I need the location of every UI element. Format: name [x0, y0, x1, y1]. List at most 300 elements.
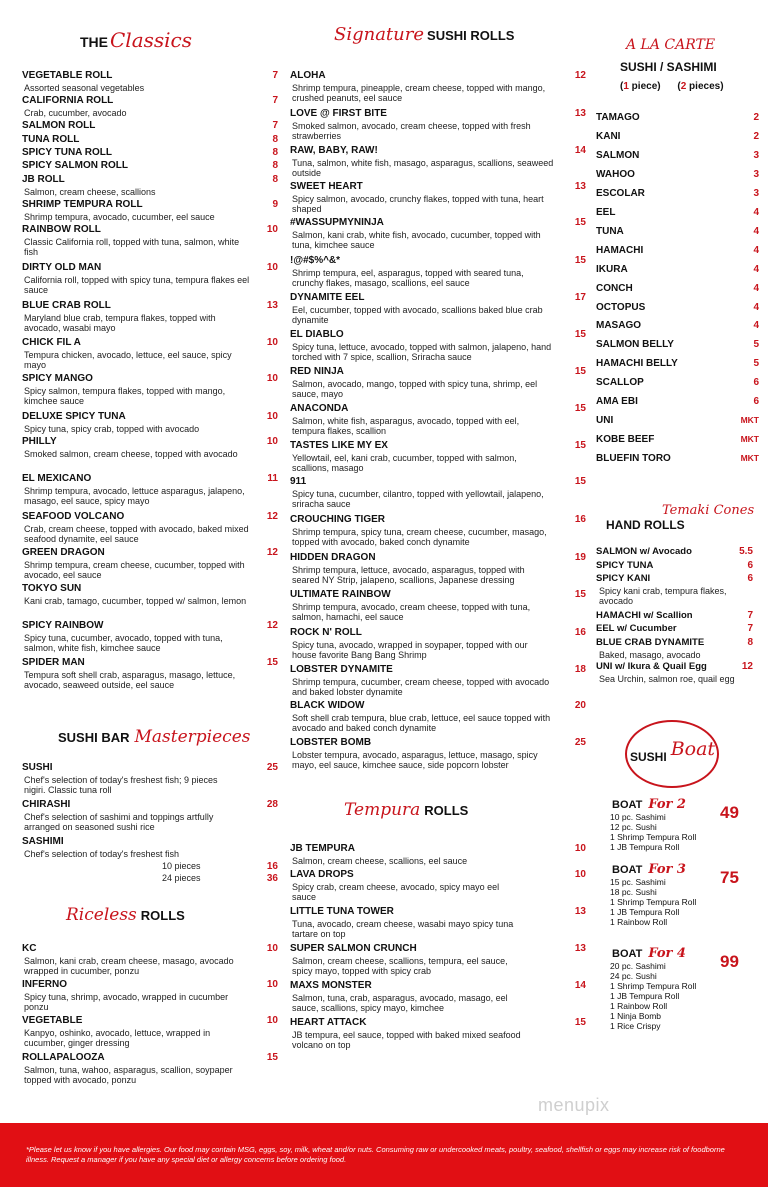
menu-item-description: Salmon, tuna, wahoo, asparagus, scallion, soypaper topped with avocado, ponzu [24, 1064, 233, 1085]
handroll-item-description: Sea Urchin, salmon roe, quail egg [599, 673, 735, 684]
alacarte-item-price: 3 [753, 168, 759, 180]
alacarte-item-price: MKT [740, 434, 759, 445]
alacarte-item-price: MKT [740, 415, 759, 426]
menu-item [290, 1017, 586, 1051]
alacarte-item-name: CONCH [596, 282, 633, 294]
menu-item [22, 337, 280, 371]
menu-item [290, 627, 586, 661]
menu-item [290, 514, 586, 548]
alacarte-item-name: HAMACHI [596, 244, 644, 256]
menu-item-description: Assorted seasonal vegetables [24, 82, 145, 93]
menu-item-name: CALIFORNIA ROLL [22, 95, 114, 106]
menu-item [290, 366, 586, 400]
menu-item-price: 10 [266, 979, 278, 990]
menu-item [290, 292, 586, 326]
alacarte-item-price: 3 [753, 187, 759, 199]
menu-item-name: CHIRASHI [22, 799, 71, 810]
alacarte-item [596, 245, 759, 256]
handroll-item-name: HAMACHI w/ Scallion [596, 610, 693, 621]
menu-item-price: 15 [574, 440, 586, 451]
menu-item [22, 1052, 280, 1086]
menu-item-description: Salmon, tuna, crab, asparagus, avocado, masago, eel sauce, scallions, spicy mayo, kimchee [292, 992, 508, 1013]
sashimi-option-24 [22, 873, 280, 884]
menu-item-price: 14 [574, 980, 586, 991]
boat-content-line: 1 JB Tempura Roll [610, 907, 680, 917]
menu-item-description: Chef's selection of today's freshest fish; 9 pieces nigiri. Classic tuna roll [24, 774, 218, 795]
classics-header-bold: THE [80, 34, 108, 50]
boat-content-line: 1 Shrimp Tempura Roll [610, 897, 697, 907]
tempura-header-script: Tempura [344, 800, 421, 820]
menu-item-price: 15 [574, 217, 586, 228]
menu-item [22, 620, 280, 654]
menu-item-description: Shrimp tempura, avocado, cream cheese, topped with tuna, salmon, hamachi, eel sauce [292, 601, 531, 622]
tempura-header [344, 800, 468, 820]
menu-item-price: 17 [574, 292, 586, 303]
handroll-item [596, 560, 753, 573]
menu-item [22, 547, 280, 581]
menu-item [290, 476, 586, 510]
menu-item [290, 664, 586, 698]
menu-item [290, 255, 586, 289]
menu-item-price: 8 [272, 134, 278, 145]
handroll-item-price: 8 [747, 637, 753, 648]
menu-item-name: #WASSUPMYNINJA [290, 217, 384, 228]
alacarte-item-name: KOBE BEEF [596, 434, 655, 446]
alacarte-item [596, 112, 759, 123]
handroll-item [596, 546, 753, 559]
menu-item [22, 836, 280, 859]
menu-item [290, 217, 586, 251]
menu-item-name: HIDDEN DRAGON [290, 552, 376, 563]
menu-item-price: 10 [266, 436, 278, 447]
signature-header [334, 24, 514, 45]
menu-item [290, 70, 586, 104]
boat-content-line: 1 Rice Crispy [610, 1021, 661, 1031]
menu-item-price: 8 [272, 147, 278, 158]
boat-price: 75 [720, 868, 739, 887]
watermark: menupix [538, 1095, 610, 1115]
alacarte-item [596, 434, 759, 445]
menu-item-name: RED NINJA [290, 366, 344, 377]
boat-oval-decoration [625, 720, 719, 788]
classics-header [80, 28, 192, 52]
sashimi-option-label: 10 pieces [162, 861, 201, 871]
allergy-footer [0, 1123, 768, 1187]
alacarte-item [596, 188, 759, 199]
menu-item-price: 10 [266, 1015, 278, 1026]
menu-item-name: LOVE @ FIRST BITE [290, 108, 387, 119]
menu-item [290, 403, 586, 437]
signature-header-script: Signature [334, 24, 425, 45]
handroll-item-name: EEL w/ Cucumber [596, 623, 677, 634]
alacarte-item [596, 169, 759, 180]
alacarte-header-script [626, 36, 715, 54]
menu-item-name: SWEET HEART [290, 181, 363, 192]
menu-item-description: Salmon, kani crab, white fish, avocado, cucumber, topped with tuna, kimchee sauce [292, 229, 541, 250]
menu-item-price: 15 [574, 329, 586, 340]
menu-item-name: LOBSTER BOMB [290, 737, 372, 748]
menu-item [22, 70, 280, 93]
boat-contents [610, 961, 762, 1031]
menu-item [22, 262, 280, 296]
menu-item [290, 980, 586, 1014]
menu-item-price: 16 [574, 514, 586, 525]
menu-item-description: Spicy tuna, spicy crab, topped with avocado [24, 423, 200, 434]
menu-item-name: TOKYO SUN [22, 583, 82, 594]
alacarte-item-name: SCALLOP [596, 377, 644, 389]
menu-item-name: CROUCHING TIGER [290, 514, 385, 525]
menu-item-price: 10 [266, 943, 278, 954]
menu-item-description: Salmon, cream cheese, scallions, eel sauce [292, 855, 468, 866]
menu-item [22, 147, 280, 160]
alacarte-item-name: WAHOO [596, 168, 635, 180]
menu-item-name: VEGETABLE ROLL [22, 70, 113, 81]
alacarte-item-name: AMA EBI [596, 396, 638, 408]
menu-item-name: EL MEXICANO [22, 473, 92, 484]
menu-item-price: 10 [266, 337, 278, 348]
handroll-item [596, 637, 753, 660]
menu-item-name: SPICY SALMON ROLL [22, 160, 128, 171]
menu-item-name: SPICY TUNA ROLL [22, 147, 113, 158]
menu-item-name: SPIDER MAN [22, 657, 85, 668]
menu-item-price: 28 [266, 799, 278, 810]
menu-item-name: PHILLY [22, 436, 57, 447]
alacarte-item [596, 264, 759, 275]
boat-content-line: 1 JB Tempura Roll [610, 991, 680, 1001]
menu-item [22, 134, 280, 147]
menu-item-name: VEGETABLE [22, 1015, 83, 1026]
menu-item-price: 15 [574, 366, 586, 377]
menu-item [22, 373, 280, 407]
classics-header-script: Classics [110, 28, 193, 52]
boat-item [612, 797, 762, 852]
menu-item-price: 15 [574, 1017, 586, 1028]
boat-content-line: 1 JB Tempura Roll [610, 842, 680, 852]
handroll-item-price: 7 [747, 623, 753, 634]
alacarte-item [596, 320, 759, 331]
menu-item-name: ROLLAPALOOZA [22, 1052, 105, 1063]
piece-one-label: (1 piece) [620, 81, 661, 92]
menu-item-name: DIRTY OLD MAN [22, 262, 102, 273]
menu-item-price: 9 [272, 199, 278, 210]
menu-item-description: Spicy tuna, cucumber, avocado, topped with tuna, salmon, white fish, kimchee sauce [24, 632, 223, 653]
menu-item-name: DYNAMITE EEL [290, 292, 365, 303]
menu-item-price: 15 [266, 1052, 278, 1063]
alacarte-item-price: 4 [753, 301, 759, 313]
menu-item-name: SUSHI [22, 762, 53, 773]
alacarte-item-name: TUNA [596, 225, 624, 237]
boat-content-line: 20 pc. Sashimi [610, 961, 666, 971]
alacarte-item-name: OCTOPUS [596, 301, 646, 313]
alacarte-item-price: 5 [753, 358, 759, 370]
boat-title-label: BOAT [612, 948, 643, 960]
handroll-item-price: 6 [747, 573, 753, 584]
alacarte-item-price: 5 [753, 339, 759, 351]
alacarte-item-name: BLUEFIN TORO [596, 453, 671, 465]
menu-item-price: 11 [267, 473, 278, 484]
alacarte-item [596, 150, 759, 161]
menu-item-price: 15 [266, 657, 278, 668]
menu-item-name: BLUE CRAB ROLL [22, 300, 111, 311]
menu-item-description: Tempura chicken, avocado, lettuce, eel sauce, spicy mayo [24, 349, 232, 370]
boat-for-label: For 4 [648, 946, 686, 961]
handrolls-header-bold [606, 516, 685, 534]
menu-item-price: 25 [266, 762, 278, 773]
menu-item-description: Spicy tuna, avocado, wrapped in soypaper, topped with our house favorite Bang Bang Shrimp [292, 639, 528, 660]
alacarte-item-price: 4 [753, 282, 759, 294]
menu-item [290, 552, 586, 586]
menu-item-description: Shrimp tempura, cucumber, cream cheese, topped with avocado and baked lobster dynamite [292, 676, 550, 697]
alacarte-item [596, 339, 759, 350]
handroll-item-price: 6 [747, 560, 753, 571]
menu-item [22, 300, 280, 334]
alacarte-item-name: ESCOLAR [596, 187, 645, 199]
menu-item-description: Salmon, cream cheese, scallions, tempura, eel sauce, spicy mayo, topped with spicy crab [292, 955, 508, 976]
alacarte-item-name: KANI [596, 130, 621, 142]
menu-item-name: BLACK WIDOW [290, 700, 365, 711]
masterpieces-header-bold: SUSHI BAR [58, 730, 130, 745]
alacarte-item-price: 6 [753, 396, 759, 408]
menu-item-name: SHRIMP TEMPURA ROLL [22, 199, 143, 210]
alacarte-item-price: MKT [740, 453, 759, 464]
signature-header-bold: SUSHI ROLLS [427, 28, 515, 43]
menu-item-description: Salmon, kani crab, cream cheese, masago, avocado wrapped in cucumber, ponzu [24, 955, 234, 976]
boat-contents [610, 812, 762, 852]
boat-content-line: 1 Shrimp Tempura Roll [610, 832, 697, 842]
menu-item [22, 160, 280, 173]
boat-title-label: BOAT [612, 799, 643, 811]
menu-item-description: Shrimp tempura, cream cheese, cucumber, topped with avocado, eel sauce [24, 559, 245, 580]
menu-item-price: 10 [266, 262, 278, 273]
menu-item-description: Spicy tuna, lettuce, avocado, topped with salmon, jalapeno, hand torched with 7 spice, scallion, Sriracha sauce [292, 341, 552, 362]
alacarte-item-name: UNI [596, 415, 614, 427]
menu-item [290, 943, 586, 977]
riceless-header-script: Riceless [66, 905, 137, 925]
boat-content-line: 10 pc. Sashimi [610, 812, 666, 822]
handroll-item-name: UNI w/ Ikura & Quail Egg [596, 661, 707, 672]
menu-item-description: Salmon, avocado, mango, topped with spicy tuna, shrimp, eel sauce, mayo [292, 378, 538, 399]
menu-item-description: Smoked salmon, cream cheese, topped with avocado [24, 448, 238, 459]
handroll-item-name: SALMON w/ Avocado [596, 546, 692, 557]
menu-item-name: SALMON ROLL [22, 120, 96, 131]
menu-item-name: JB ROLL [22, 174, 65, 185]
menu-item [22, 411, 280, 434]
menu-item-description: Crab, cream cheese, topped with avocado, baked mixed seafood dynamite, eel sauce [24, 523, 249, 544]
boat-price: 49 [720, 803, 739, 822]
menu-item [290, 737, 586, 771]
alacarte-item [596, 377, 759, 388]
menu-item [22, 174, 280, 197]
sashimi-option-price: 16 [266, 861, 278, 872]
menu-item-name: INFERNO [22, 979, 67, 990]
menu-item-description: Yellowtail, eel, kani crab, cucumber, topped with salmon, scallions, masago [292, 452, 517, 473]
alacarte-script: A LA CARTE [626, 37, 716, 53]
menu-item [22, 943, 280, 977]
piece-two-label: (2 pieces) [677, 81, 724, 92]
menu-item [290, 700, 586, 734]
alacarte-item [596, 283, 759, 294]
sashimi-option-10 [22, 861, 280, 872]
menu-item-price: 8 [272, 174, 278, 185]
handroll-item-price: 7 [747, 610, 753, 621]
menu-item-name: LOBSTER DYNAMITE [290, 664, 393, 675]
menu-item-price: 19 [574, 552, 586, 563]
handroll-item [596, 573, 753, 607]
menu-item-description: Spicy salmon, tempura flakes, topped with mango, kimchee sauce [24, 385, 226, 406]
alacarte-item-price: 4 [753, 320, 759, 332]
handroll-item [596, 623, 753, 636]
menu-item-name: 911 [290, 476, 307, 487]
alacarte-item [596, 226, 759, 237]
boat-title-label: BOAT [612, 864, 643, 876]
boat-header-script: Boat [670, 738, 716, 760]
alacarte-item-name: MASAGO [596, 320, 641, 332]
menu-item-name: LITTLE TUNA TOWER [290, 906, 394, 917]
menu-item-description: Shrimp tempura, avocado, lettuce asparagus, jalapeno, masago, eel sauce, spicy mayo [24, 485, 245, 506]
menu-item-description: Tuna, avocado, cream cheese, wasabi mayo spicy tuna tartare on top [292, 918, 514, 939]
boat-content-line: 12 pc. Sushi [610, 822, 657, 832]
menu-item-price: 15 [574, 589, 586, 600]
alacarte-bold: SUSHI / SASHIMI [620, 60, 717, 74]
menu-item [290, 145, 586, 179]
menu-item-description: Salmon, white fish, asparagus, avocado, topped with eel, tempura flakes, scallion [292, 415, 520, 436]
menu-item-price: 16 [574, 627, 586, 638]
boat-content-line: 18 pc. Sushi [610, 887, 657, 897]
menu-item-description: Shrimp tempura, avocado, cucumber, eel sauce [24, 211, 215, 222]
menu-item-price: 10 [266, 373, 278, 384]
menu-item-description: Spicy crab, cream cheese, avocado, spicy mayo eel sauce [292, 881, 500, 902]
menu-item-description: Classic California roll, topped with tuna, salmon, white fish [24, 236, 240, 257]
menu-item-name: ANACONDA [290, 403, 349, 414]
handroll-item [596, 661, 753, 684]
alacarte-item-price: 4 [753, 206, 759, 218]
menu-item [290, 843, 586, 866]
menu-item-name: JB TEMPURA [290, 843, 356, 854]
alacarte-item [596, 207, 759, 218]
menu-item-price: 13 [574, 906, 586, 917]
menu-item-description: Spicy tuna, cucumber, cilantro, topped with yellowtail, jalapeno, sriracha sauce [292, 488, 544, 509]
boat-item [612, 862, 762, 927]
menu-item [290, 329, 586, 363]
menu-item-description: Shrimp tempura, spicy tuna, cream cheese, cucumber, masago, topped with avocado, baked conch dynamite [292, 526, 547, 547]
menu-item-name: SUPER SALMON CRUNCH [290, 943, 417, 954]
menu-item-name: GREEN DRAGON [22, 547, 105, 558]
menu-item-name: RAW, BABY, RAW! [290, 145, 378, 156]
menu-item [22, 224, 280, 258]
menu-item [22, 120, 280, 133]
menu-item-description: Chef's selection of today's freshest fish [24, 848, 180, 859]
boat-header-bold: SUSHI [630, 750, 667, 764]
menu-item-price: 14 [574, 145, 586, 156]
menu-item-price: 20 [574, 700, 586, 711]
allergy-notice: *Please let us know if you have allergies. Our food may contain MSG, eggs, soy, milk, wheat and/or nuts. Consuming raw or undercooked meats, poultry, seafood, shellfish or eggs may increase risk of foodborne illness. Request a manager if you have any special diet or allergy concerns before ordering food. [26, 1145, 725, 1164]
menu-item [22, 95, 280, 118]
menu-item-price: 15 [574, 255, 586, 266]
menu-item-price: 7 [272, 120, 278, 131]
menu-item-description: JB tempura, eel sauce, topped with baked mixed seafood volcano on top [292, 1029, 521, 1050]
menu-item-description: Kanpyo, oshinko, avocado, lettuce, wrapped in cucumber, ginger dressing [24, 1027, 211, 1048]
menu-item-price: 13 [574, 181, 586, 192]
menu-item [290, 589, 586, 623]
boat-title [612, 797, 762, 812]
menu-item-price: 8 [272, 160, 278, 171]
menu-item-description: Kani crab, tamago, cucumber, topped w/ salmon, lemon [24, 595, 247, 606]
alacarte-item [596, 358, 759, 369]
menu-item-description: Spicy tuna, shrimp, avocado, wrapped in cucumber ponzu [24, 991, 229, 1012]
boat-content-line: 24 pc. Sushi [610, 971, 657, 981]
menu-item-price: 13 [574, 943, 586, 954]
tempura-header-bold: ROLLS [424, 803, 469, 818]
alacarte-item [596, 302, 759, 313]
boat-content-line: 15 pc. Sashimi [610, 877, 666, 887]
alacarte-item [596, 415, 759, 426]
boat-content-line: 1 Rainbow Roll [610, 917, 668, 927]
menu-item-description: Spicy salmon, avocado, crunchy flakes, topped with tuna, heart shaped [292, 193, 544, 214]
handroll-item-description: Spicy kani crab, tempura flakes, avocado [599, 585, 727, 606]
alacarte-item [596, 396, 759, 407]
handroll-item-description: Baked, masago, avocado [599, 649, 701, 660]
boat-item [612, 946, 762, 1031]
menu-item-price: 10 [574, 869, 586, 880]
menu-item-description: Tempura soft shell crab, asparagus, masago, lettuce, avocado, seaweed outside, eel sauce [24, 669, 236, 690]
menu-item-price: 13 [574, 108, 586, 119]
boat-content-line: 1 Shrimp Tempura Roll [610, 981, 697, 991]
menu-item-price: 7 [272, 95, 278, 106]
menu-item-name: MAXS MONSTER [290, 980, 372, 991]
menu-item-price: 10 [266, 411, 278, 422]
menu-item [290, 440, 586, 474]
alacarte-item-name: IKURA [596, 263, 628, 275]
handroll-item [596, 610, 753, 623]
menu-item-name: HEART ATTACK [290, 1017, 367, 1028]
menu-item-description: Chef's selection of sashimi and toppings artfully arranged on seasoned sushi rice [24, 811, 214, 832]
handroll-item-price: 12 [741, 661, 753, 672]
alacarte-item-price: 4 [753, 244, 759, 256]
alacarte-item-price: 3 [753, 149, 759, 161]
alacarte-item-name: EEL [596, 206, 616, 218]
menu-item [22, 762, 280, 796]
menu-item-description: Eel, cucumber, topped with avocado, scallions baked blue crab dynamite [292, 304, 543, 325]
alacarte-item-name: SALMON BELLY [596, 339, 674, 351]
alacarte-item [596, 131, 759, 142]
menu-item-name: DELUXE SPICY TUNA [22, 411, 126, 422]
menu-item-description: Shrimp tempura, lettuce, avocado, asparagus, topped with seared NY Strip, jalapeno, scallions, Japanese dressing [292, 564, 525, 585]
menu-item-name: ALOHA [290, 70, 326, 81]
menu-item-name: EL DIABLO [290, 329, 344, 340]
alacarte-header-bold [620, 58, 717, 76]
menu-item-price: 25 [574, 737, 586, 748]
menu-item [22, 436, 280, 459]
handroll-item-name: BLUE CRAB DYNAMITE [596, 637, 705, 648]
menu-item [22, 1015, 280, 1049]
menu-item-price: 12 [266, 511, 278, 522]
menu-item-name: SPICY RAINBOW [22, 620, 104, 631]
menu-item [22, 657, 280, 691]
alacarte-item-price: 4 [753, 263, 759, 275]
menu-item [290, 181, 586, 215]
menu-item-name: RAINBOW ROLL [22, 224, 101, 235]
menu-item-name: SEAFOOD VOLCANO [22, 511, 125, 522]
menu-item-name: TASTES LIKE MY EX [290, 440, 388, 451]
boat-contents [610, 877, 762, 927]
boat-for-label: For 3 [648, 862, 686, 877]
menu-item [290, 108, 586, 142]
menu-item [22, 473, 280, 507]
alacarte-item [596, 453, 759, 464]
menu-item-description: Shrimp tempura, pineapple, cream cheese, topped with mango, crushed peanuts, eel sauce [292, 82, 546, 103]
menu-item-name: KC [22, 943, 37, 954]
menu-item-price: 18 [574, 664, 586, 675]
